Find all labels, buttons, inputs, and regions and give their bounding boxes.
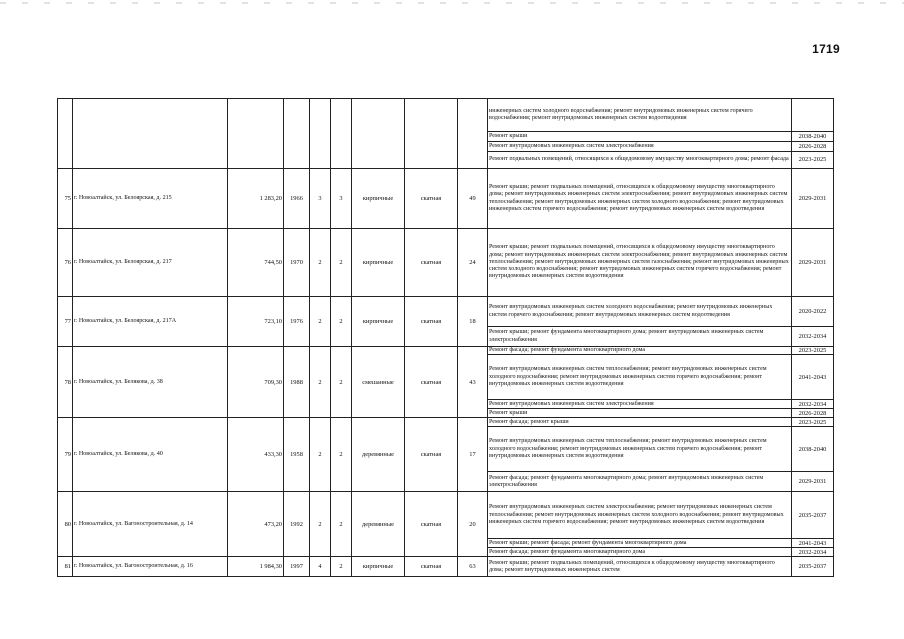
- entrances-count: 2: [331, 347, 352, 418]
- apartments-count: 63: [458, 557, 488, 577]
- work-period: 2026-2028: [792, 142, 834, 152]
- table-row: [58, 347, 834, 355]
- work-period: 2023-2025: [792, 152, 834, 169]
- work-period: 2032-2034: [792, 327, 834, 347]
- work-description: Ремонт фасада; ремонт фундамента многоквартирного дома: [488, 548, 792, 557]
- work-description: инженерных систем холодного водоснабжения; ремонт внутридомовых инженерных систем горячего водоснабжения; ремонт внутридомовых инженерных систем водоотведения: [488, 99, 792, 132]
- floors-count: 2: [310, 347, 331, 418]
- work-description: Ремонт внутридомовых инженерных систем теплоснабжения; ремонт внутридомовых инженерных систем холодного водоснабжения; ремонт внутридомовых инженерных систем горячего водоснабжения; ремонт внутридомовых инженерных систем водоотведения: [488, 355, 792, 400]
- empty-cell: [228, 99, 284, 169]
- roof-type: скатная: [405, 418, 458, 492]
- row-number: 75: [58, 169, 73, 229]
- work-description: Ремонт крыши; ремонт подвальных помещений, относящихся к общедомовому имуществу многоквартирного дома; ремонт внутридомовых инженерных систем электроснабжения; ремонт внутридомовых инженерных систем теплоснабжения; ремонт внутридомовых инженерных систем холодного водоснабжения; ремонт внутридомовых инженерных систем горячего водоснабжения; ремонт внутридомовых инженерных систем водоотведения: [488, 169, 792, 229]
- work-period: 2026-2028: [792, 409, 834, 418]
- wall-material: деревянные: [352, 418, 405, 492]
- building-address: г. Новоалтайск, ул. Вагоностроительная, д. 16: [73, 557, 228, 577]
- work-period: 2038-2040: [792, 427, 834, 472]
- total-area: 1 984,30: [228, 557, 284, 577]
- table-row: [58, 169, 834, 229]
- table-row: [58, 297, 834, 327]
- housing-register-table: [57, 98, 834, 577]
- building-address: г. Новоалтайск, ул. Вагоностроительная, д. 14: [73, 492, 228, 557]
- floors-count: 2: [310, 418, 331, 492]
- work-description: Ремонт внутридомовых инженерных систем теплоснабжения; ремонт внутридомовых инженерных систем холодного водоснабжения; ремонт внутридомовых инженерных систем горячего водоснабжения; ремонт внутридомовых инженерных систем водоотведения: [488, 427, 792, 472]
- work-period: 2023-2025: [792, 418, 834, 427]
- table-body: [58, 99, 834, 577]
- floors-count: 2: [310, 492, 331, 557]
- wall-material: кирпичные: [352, 557, 405, 577]
- apartments-count: 43: [458, 347, 488, 418]
- building-address: г. Новоалтайск, ул. Белоярская, д. 217: [73, 229, 228, 297]
- row-number: 78: [58, 347, 73, 418]
- roof-type: скатная: [405, 492, 458, 557]
- work-period: 2029-2031: [792, 472, 834, 492]
- row-number: 77: [58, 297, 73, 347]
- roof-type: скатная: [405, 169, 458, 229]
- construction-year: 1992: [284, 492, 310, 557]
- construction-year: 1988: [284, 347, 310, 418]
- work-period: 2041-2043: [792, 355, 834, 400]
- work-period: 2035-2037: [792, 557, 834, 577]
- entrances-count: 2: [331, 418, 352, 492]
- row-number: 80: [58, 492, 73, 557]
- floors-count: 4: [310, 557, 331, 577]
- page-number: 1719: [812, 42, 840, 56]
- building-address: г. Новоалтайск, ул. Белоярская, д. 217А: [73, 297, 228, 347]
- work-description: Ремонт крыши; ремонт фундамента многоквартирного дома; ремонт внутридомовых инженерных систем электроснабжения: [488, 327, 792, 347]
- work-period: 2032-2034: [792, 400, 834, 409]
- empty-cell: [73, 99, 228, 169]
- work-description: Ремонт внутридомовых инженерных систем холодного водоснабжения; ремонт внутридомовых инженерных систем горячего водоснабжения; ремонт внутридомовых инженерных систем водоотведения: [488, 297, 792, 327]
- scan-artifact-line: [0, 2, 904, 4]
- roof-type: скатная: [405, 557, 458, 577]
- empty-cell: [58, 99, 73, 169]
- work-period: 2035-2037: [792, 492, 834, 539]
- total-area: 473,20: [228, 492, 284, 557]
- work-description: Ремонт внутридомовых инженерных систем электроснабжения: [488, 400, 792, 409]
- roof-type: скатная: [405, 347, 458, 418]
- empty-cell: [352, 99, 405, 169]
- work-period: [792, 99, 834, 132]
- work-description: Ремонт крыши; ремонт подвальных помещений, относящихся к общедомовому имуществу многоквартирного дома; ремонт внутридомовых инженерных систем электроснабжения; ремонт внутридомовых инженерных систем теплоснабжения; ремонт внутридомовых инженерных систем газоснабжения; ремонт внутридомовых инженерных систем холодного водоснабжения; ремонт внутридомовых инженерных систем горячего водоснабжения; ремонт внутридомовых инженерных систем водоотведения: [488, 229, 792, 297]
- entrances-count: 2: [331, 229, 352, 297]
- entrances-count: 2: [331, 297, 352, 347]
- table-row: [58, 229, 834, 297]
- roof-type: скатная: [405, 229, 458, 297]
- apartments-count: 24: [458, 229, 488, 297]
- construction-year: 1966: [284, 169, 310, 229]
- table-row: [58, 418, 834, 427]
- total-area: 1 283,20: [228, 169, 284, 229]
- entrances-count: 2: [331, 557, 352, 577]
- work-period: 2032-2034: [792, 548, 834, 557]
- construction-year: 1970: [284, 229, 310, 297]
- work-description: Ремонт подвальных помещений, относящихся к общедомовому имуществу многоквартирного дома; ремонт фасада: [488, 152, 792, 169]
- total-area: 744,50: [228, 229, 284, 297]
- row-number: 79: [58, 418, 73, 492]
- building-address: г. Новоалтайск, ул. Белякова, д. 38: [73, 347, 228, 418]
- work-description: Ремонт внутридомовых инженерных систем электроснабжения: [488, 142, 792, 152]
- roof-type: скатная: [405, 297, 458, 347]
- work-description: Ремонт фасада; ремонт крыши: [488, 418, 792, 427]
- work-period: 2029-2031: [792, 229, 834, 297]
- construction-year: 1958: [284, 418, 310, 492]
- total-area: 709,30: [228, 347, 284, 418]
- apartments-count: 17: [458, 418, 488, 492]
- row-number: 81: [58, 557, 73, 577]
- apartments-count: 49: [458, 169, 488, 229]
- wall-material: кирпичные: [352, 297, 405, 347]
- building-address: г. Новоалтайск, ул. Белякова, д. 40: [73, 418, 228, 492]
- floors-count: 2: [310, 297, 331, 347]
- total-area: 433,30: [228, 418, 284, 492]
- work-period: 2029-2031: [792, 169, 834, 229]
- total-area: 723,10: [228, 297, 284, 347]
- empty-cell: [331, 99, 352, 169]
- entrances-count: 3: [331, 169, 352, 229]
- floors-count: 3: [310, 169, 331, 229]
- entrances-count: 2: [331, 492, 352, 557]
- apartments-count: 20: [458, 492, 488, 557]
- work-period: 2041-2043: [792, 539, 834, 548]
- table-row: [58, 492, 834, 539]
- wall-material: деревянные: [352, 492, 405, 557]
- empty-cell: [310, 99, 331, 169]
- wall-material: кирпичные: [352, 169, 405, 229]
- building-address: г. Новоалтайск, ул. Белоярская, д. 215: [73, 169, 228, 229]
- table-row: [58, 557, 834, 577]
- work-description: Ремонт крыши; ремонт подвальных помещений, относящихся к общедомовому имуществу многоквартирного дома; ремонт внутридомовых инженерных систем: [488, 557, 792, 577]
- wall-material: смешанные: [352, 347, 405, 418]
- work-description: Ремонт крыши; ремонт фасада; ремонт фундамента многоквартирного дома: [488, 539, 792, 548]
- apartments-count: 18: [458, 297, 488, 347]
- work-description: Ремонт фасада; ремонт фундамента многоквартирного дома; ремонт внутридомовых инженерных систем электроснабжения: [488, 472, 792, 492]
- work-description: Ремонт внутридомовых инженерных систем электроснабжения; ремонт внутридомовых инженерных систем теплоснабжения; ремонт внутридомовых инженерных систем холодного водоснабжения; ремонт внутридомовых инженерных систем горячего водоснабжения; ремонт внутридомовых инженерных систем водоотведения: [488, 492, 792, 539]
- empty-cell: [405, 99, 458, 169]
- work-description: Ремонт фасада; ремонт фундамента многоквартирного дома: [488, 347, 792, 355]
- empty-cell: [458, 99, 488, 169]
- work-period: 2020-2022: [792, 297, 834, 327]
- floors-count: 2: [310, 229, 331, 297]
- empty-cell: [284, 99, 310, 169]
- work-period: 2038-2040: [792, 132, 834, 142]
- construction-year: 1997: [284, 557, 310, 577]
- wall-material: кирпичные: [352, 229, 405, 297]
- work-description: Ремонт крыши: [488, 409, 792, 418]
- work-description: Ремонт крыши: [488, 132, 792, 142]
- work-period: 2023-2025: [792, 347, 834, 355]
- construction-year: 1976: [284, 297, 310, 347]
- table-row: [58, 99, 834, 132]
- row-number: 76: [58, 229, 73, 297]
